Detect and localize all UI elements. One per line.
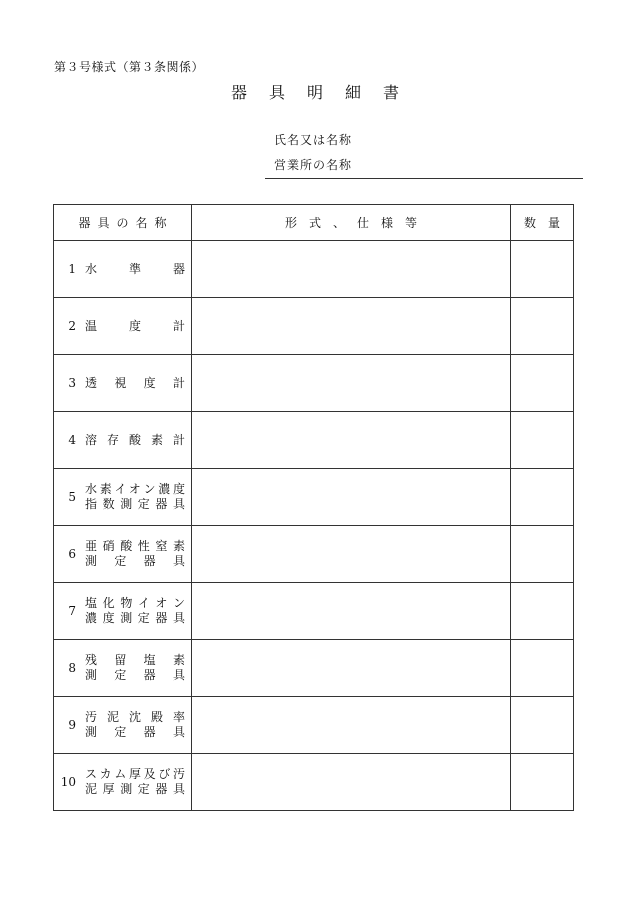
- table-row: [54, 298, 574, 355]
- row-number: 10: [60, 775, 76, 789]
- quantity-input-cell[interactable]: [511, 697, 574, 754]
- equipment-name-text: 汚泥沈殿率: [85, 710, 185, 724]
- spec-input-cell[interactable]: [192, 526, 511, 583]
- equipment-name-text: 指数測定器具: [85, 497, 185, 511]
- equipment-name-cell: [54, 298, 192, 355]
- table-header-row: [54, 205, 574, 241]
- table-row: [54, 754, 574, 811]
- row-number: 2: [68, 319, 76, 333]
- row-number: 9: [68, 718, 76, 732]
- table-row: [54, 526, 574, 583]
- equipment-name-text: 濃度測定器具: [85, 611, 185, 625]
- spec-input-cell[interactable]: [192, 640, 511, 697]
- table-row: [54, 241, 574, 298]
- quantity-input-cell[interactable]: [511, 526, 574, 583]
- spec-input-cell[interactable]: [192, 241, 511, 298]
- equipment-name-text: 残留塩素: [85, 653, 185, 667]
- spec-input-cell[interactable]: [192, 583, 511, 640]
- table-body: [54, 241, 574, 811]
- table-row: [54, 640, 574, 697]
- equipment-name-cell: [54, 754, 192, 811]
- spec-input-cell[interactable]: [192, 298, 511, 355]
- applicant-name-label: 氏名又は名称: [274, 133, 353, 147]
- row-number: 5: [68, 490, 76, 504]
- equipment-name-text: 測定器具: [85, 554, 185, 568]
- equipment-name-text: 測定器具: [85, 725, 185, 739]
- row-number: 3: [68, 376, 76, 390]
- table-row: [54, 355, 574, 412]
- row-number: 8: [68, 661, 76, 675]
- equipment-name-cell: [54, 583, 192, 640]
- header-equipment-name: 器具の名称: [54, 205, 192, 241]
- equipment-name-cell: [54, 526, 192, 583]
- table-row: [54, 583, 574, 640]
- equipment-name-text: スカム厚及び汚: [85, 767, 185, 781]
- spec-input-cell[interactable]: [192, 697, 511, 754]
- table-row: [54, 469, 574, 526]
- spec-input-cell[interactable]: [192, 412, 511, 469]
- equipment-name-cell: [54, 640, 192, 697]
- spec-input-cell[interactable]: [192, 469, 511, 526]
- quantity-input-cell[interactable]: [511, 640, 574, 697]
- row-number: 7: [68, 604, 76, 618]
- equipment-name-cell: [54, 241, 192, 298]
- header-quantity: 数量: [511, 205, 574, 241]
- equipment-name-cell: [54, 355, 192, 412]
- equipment-name-text: 測定器具: [85, 668, 185, 682]
- equipment-name-text: 水素イオン濃度: [85, 482, 185, 496]
- row-number: 4: [68, 433, 76, 447]
- table-row: [54, 412, 574, 469]
- row-number: 6: [68, 547, 76, 561]
- table-row: [54, 697, 574, 754]
- row-number: 1: [68, 262, 76, 276]
- equipment-table: [53, 204, 574, 811]
- quantity-input-cell[interactable]: [511, 355, 574, 412]
- quantity-input-cell[interactable]: [511, 583, 574, 640]
- equipment-name-text: 塩化物イオン: [85, 596, 185, 610]
- equipment-name-text: 透視度計: [85, 375, 185, 390]
- equipment-name-text: 亜硝酸性窒素: [85, 539, 185, 553]
- spec-input-cell[interactable]: [192, 754, 511, 811]
- quantity-input-cell[interactable]: [511, 412, 574, 469]
- quantity-input-cell[interactable]: [511, 754, 574, 811]
- applicant-block: [265, 128, 583, 179]
- spec-input-cell[interactable]: [192, 355, 511, 412]
- equipment-name-text: 泥厚測定器具: [85, 782, 185, 796]
- equipment-name-cell: [54, 412, 192, 469]
- document-title: 器具明細書: [230, 83, 421, 102]
- equipment-name-text: 溶存酸素計: [85, 432, 185, 447]
- equipment-name-cell: [54, 697, 192, 754]
- equipment-name-text: 水準器: [85, 261, 185, 276]
- office-name-label: 営業所の名称: [265, 153, 583, 179]
- quantity-input-cell[interactable]: [511, 469, 574, 526]
- quantity-input-cell[interactable]: [511, 298, 574, 355]
- quantity-input-cell[interactable]: [511, 241, 574, 298]
- equipment-name-text: 温度計: [85, 318, 185, 333]
- form-number-label: 第３号様式（第３条関係）: [54, 60, 205, 74]
- equipment-name-cell: [54, 469, 192, 526]
- header-spec: 形式、仕様等: [192, 205, 511, 241]
